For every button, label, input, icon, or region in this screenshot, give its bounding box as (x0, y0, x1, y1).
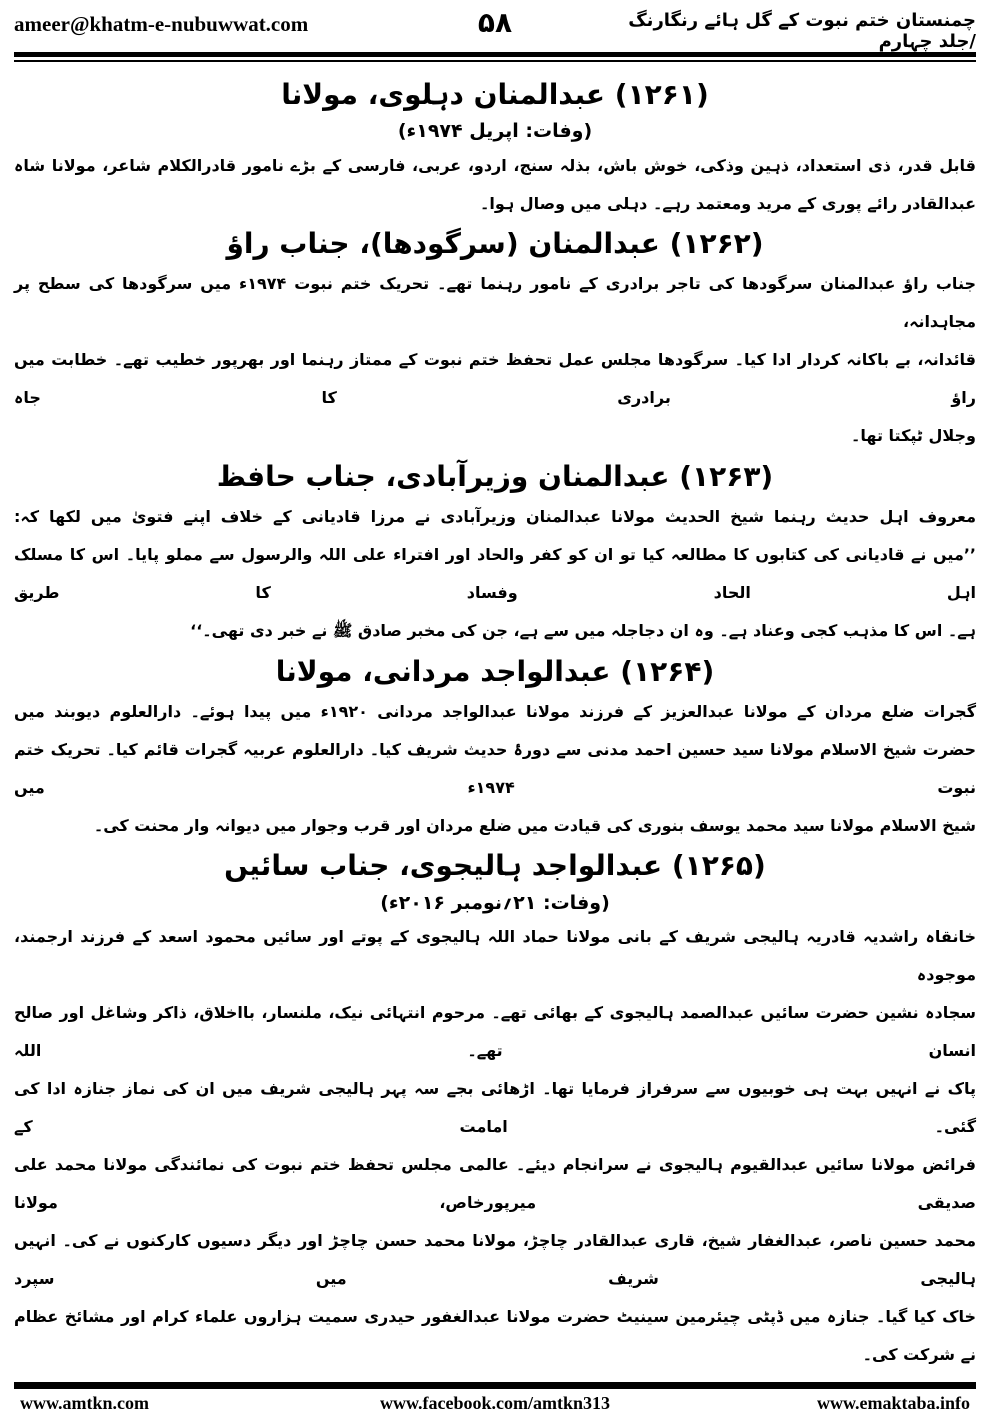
entry-paragraph (14, 147, 976, 223)
paragraph-line: معروف اہل حدیث رہنما شیخ الحدیث مولانا عبدالمنان وزیرآبادی نے مرزا قادیانی کے خلاف اپنے فتویٰ میں لکھا کہ: (14, 507, 976, 527)
paragraph-line: حضرت شیخ الاسلام مولانا سید حسین احمد مدنی سے دورۂ حدیث شریف کیا۔ دارالعلوم عربیہ گجرات قائم کیا۔ تحریک ختم نبوت ۱۹۷۴ء میں (14, 739, 976, 797)
entry-paragraph (14, 693, 976, 845)
death-date: (وفات: اپریل ۱۹۷۴ء) (397, 120, 593, 143)
paragraph-line: پاک نے انہیں بہت ہی خوبیوں سے سرفراز فرمایا تھا۔ اڑھائی بجے سہ پہر ہالیجی شریف میں ان کی نماز جنازہ ادا کی گئی۔ امامت کے (14, 1078, 976, 1136)
header-rule-thick (14, 52, 976, 57)
page-header (14, 6, 976, 52)
entry-heading: (۱۲۶۱) عبدالمنان دہلوی، مولانا (281, 78, 709, 111)
paragraph-line: خانقاہ راشدیہ قادریہ ہالیجی شریف کے بانی مولانا حماد اللہ ہالیجوی کے پوتے اور سائیں محمود اسعد کے فرزند ارجمند، موجودہ (14, 926, 976, 984)
paragraph-line: وجلال ٹپکتا تھا۔ (851, 426, 976, 446)
paragraph-line: محمد حسین ناصر، عبدالغفار شیخ، قاری عبدالقادر چاچڑ، مولانا محمد حسن چاچڑ اور دیگر دسیوں کارکنوں نے کی۔ انہیں ہالیجی شریف میں سپرد (14, 1230, 976, 1288)
page-footer (14, 1393, 976, 1417)
footer-link-facebook[interactable]: www.facebook.com/amtkn313 (380, 1393, 610, 1413)
footer-rule (14, 1382, 976, 1389)
entry-heading: (۱۲۶۲) عبدالمنان (سرگودھا)، جناب راؤ (226, 227, 764, 261)
header-email: ameer@khatm-e-nubuwwat.com (14, 12, 309, 36)
page-content (14, 74, 976, 1374)
paragraph-line: ’’میں نے قادیانی کی کتابوں کا مطالعہ کیا تو ان کو کفر والحاد اور افتراء علی اللہ والرسول سے مملو پایا۔ اس کا مسلک اہل الحاد وفساد کا طریق (14, 545, 976, 603)
entry-paragraph (14, 498, 976, 650)
entry-heading: (۱۲۶۳) عبدالمنان وزیرآبادی، جناب حافظ (216, 459, 774, 493)
entry-paragraph (14, 918, 976, 1374)
footer-link-website[interactable]: www.amtkn.com (20, 1393, 149, 1413)
page-number: ۵۸ (477, 6, 513, 39)
paragraph-line: گجرات ضلع مردان کے مولانا عبدالعزیز کے فرزند مولانا عبدالواجد مردانی ۱۹۲۰ء میں پیدا ہوئے۔ دارالعلوم دیوبند میں (14, 701, 977, 721)
death-date: (وفات: ۲۱؍نومبر ۲۰۱۶ء) (380, 891, 610, 914)
paragraph-line: قائدانہ، بے باکانہ کردار ادا کیا۔ سرگودھا مجلس عمل تحفظ ختم نبوت کے ممتاز رہنما اور بھرپور خطیب تھے۔ خطابت میں راؤ برادری کا جاہ (14, 350, 976, 408)
entry-heading: (۱۲۶۴) عبدالواجد مردانی، مولانا (275, 654, 715, 688)
entry-heading: (۱۲۶۵) عبدالواجد ہالیجوی، جناب سائیں (224, 849, 766, 883)
paragraph-line: قابل قدر، ذی استعداد، ذہین وذکی، خوش باش، بذلہ سنج، اردو، عربی، فارسی کے بڑے نامور قادرالکلام شاعر، مولانا شاہ (14, 155, 976, 175)
paragraph-line: عبدالقادر رائے پوری کے مرید ومعتمد رہے۔ دہلی میں وصال ہوا۔ (479, 193, 976, 213)
paragraph-line: فرائض مولانا سائیں عبدالقیوم ہالیجوی نے سرانجام دیئے۔ عالمی مجلس تحفظ ختم نبوت کی نمائندگی مولانا محمد علی صدیقی میرپورخاص، مولانا (14, 1154, 976, 1212)
paragraph-line: ہے۔ اس کا مذہب کجی وعناد ہے۔ وہ ان دجاجلہ میں سے ہے، جن کی مخبر صادق ﷺ نے خبر دی تھی۔‘‘ (190, 621, 976, 641)
header-rule-thin (14, 60, 976, 62)
footer-link-emaktaba[interactable]: www.emaktaba.info (816, 1393, 970, 1413)
entry-paragraph (14, 265, 976, 455)
book-title: چمنستان ختم نبوت کے گل ہائے رنگارنگ /جلد چہارم (628, 10, 976, 52)
paragraph-line: سجادہ نشین حضرت سائیں عبدالصمد ہالیجوی کے بھائی تھے۔ مرحوم انتہائی نیک، ملنسار، بااخلاق، ذاکر وشاغل اور صالح انسان تھے۔ اللہ (14, 1002, 976, 1060)
paragraph-line: جناب راؤ عبدالمنان سرگودھا کی تاجر برادری کے نامور رہنما تھے۔ تحریک ختم نبوت ۱۹۷۴ء میں سرگودھا کی سطح پر مجاہدانہ، (14, 274, 977, 332)
paragraph-line: خاک کیا گیا۔ جنازہ میں ڈپٹی چیئرمین سینیٹ حضرت مولانا عبدالغفور حیدری سمیت ہزاروں علماء کرام اور مشائخ عظام نے شرکت کی۔ (14, 1306, 977, 1364)
paragraph-line: شیخ الاسلام مولانا سید محمد یوسف بنوری کی قیادت میں ضلع مردان اور قرب وجوار میں دیوانہ وار محنت کی۔ (93, 815, 976, 835)
